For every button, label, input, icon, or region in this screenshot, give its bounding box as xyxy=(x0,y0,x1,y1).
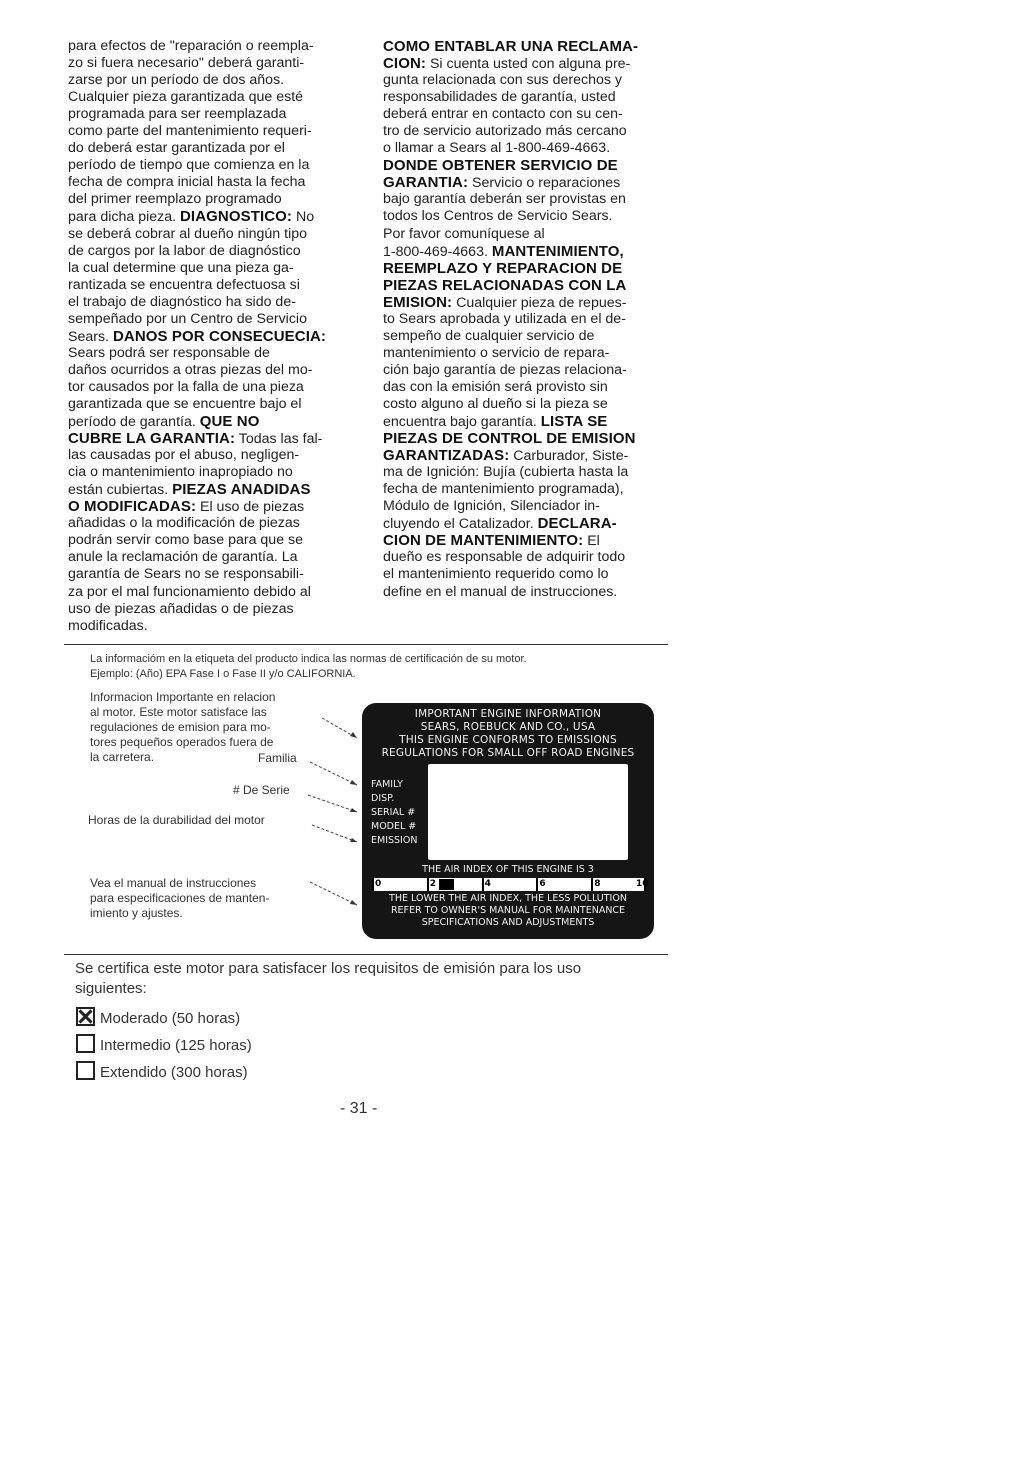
decal-header-3: THIS ENGINE CONFORMS TO EMISSIONS xyxy=(399,734,617,746)
certification-line-1: Se certifica este motor para satisfacer los requisitos de emisión para los uso xyxy=(75,960,582,977)
arrow-serie xyxy=(350,808,357,812)
divider-bottom xyxy=(64,954,668,955)
text-run: El xyxy=(583,533,600,550)
label-info-line-2: Ejemplo: (Año) EPA Fase I o Fase II y/o CALIFORNIA. xyxy=(90,668,356,680)
text-run: están cubiertas. xyxy=(68,482,173,499)
option-intermedio[interactable] xyxy=(76,1034,252,1054)
decal-footer-1: THE LOWER THE AIR INDEX, THE LESS POLLUTION xyxy=(389,893,627,904)
text-run: o llamar a Sears al 1-800-469-4663. xyxy=(383,140,611,157)
text-run: Sears. xyxy=(68,328,113,345)
callout-manual-3: imiento y ajustes. xyxy=(90,906,183,920)
text-run: Sears podrá ser responsable de xyxy=(68,344,270,361)
callout-manual-1: Vea el manual de instrucciones xyxy=(90,876,257,890)
air-scale-tick-mark xyxy=(482,878,484,891)
text-run: Carburador, Siste- xyxy=(509,448,629,465)
text-run: dueño es responsable de adquirir todo xyxy=(383,549,626,566)
text-run: sempeñado por un Centro de Servicio xyxy=(68,310,307,327)
section-heading: DONDE OBTENER SERVICIO DE xyxy=(383,157,618,175)
decal-field-model: MODEL # xyxy=(371,821,417,832)
checkbox-moderado[interactable] xyxy=(76,1007,95,1026)
text-run: Servicio o reparaciones xyxy=(468,175,621,192)
section-heading: PIEZAS DE CONTROL DE EMISION xyxy=(383,430,636,448)
text-run: zarse por un período de dos años. xyxy=(68,72,285,89)
air-scale-tick: 2 xyxy=(429,879,437,889)
air-scale-tick: 6 xyxy=(539,879,546,889)
decal-blank-info-box xyxy=(428,764,628,860)
air-scale-tick-mark xyxy=(591,878,593,891)
text-run: garantizada que se encuentre bajo el xyxy=(68,395,302,412)
text-run: 1-800-469-4663. xyxy=(383,243,492,260)
callout-intro-2: al motor. Este motor satisface las xyxy=(90,705,267,719)
text-run: como parte del mantenimiento requeri- xyxy=(68,123,312,140)
text-run: programada para ser reemplazada xyxy=(68,106,287,123)
section-heading: CION DE MANTENIMIENTO: xyxy=(383,532,584,550)
text-run: ma de Ignición: Bujía (cubierta hasta la xyxy=(383,464,629,481)
text-run: podrán servir como base para que se xyxy=(68,532,304,549)
text-run: se deberá cobrar al dueño ningún tipo xyxy=(68,225,307,242)
text-run: uso de piezas añadidas o de piezas xyxy=(68,600,294,617)
arrow-manual xyxy=(350,900,357,905)
text-run: Módulo de Ignición, Silenciador in- xyxy=(383,498,600,515)
option-moderado-label: Moderado (50 horas) xyxy=(100,1010,241,1027)
section-heading: QUE NO xyxy=(199,413,260,431)
checkbox-intermedio[interactable] xyxy=(76,1034,95,1053)
section-heading: MANTENIMIENTO, xyxy=(491,242,624,260)
text-run: das con la emisión será provisto sin xyxy=(383,378,608,395)
callout-manual-2: para especificaciones de manten- xyxy=(90,891,270,905)
section-heading: REEMPLAZO Y REPARACION DE xyxy=(383,259,623,277)
callout-intro-3: regulaciones de emision para mo- xyxy=(90,720,271,734)
option-extendido[interactable] xyxy=(76,1061,248,1081)
callout-serie: # De Serie xyxy=(233,783,290,797)
text-run: El uso de piezas xyxy=(196,499,305,516)
air-scale-tick-mark xyxy=(536,878,538,891)
callout-intro-1: Informacion Importante en relacion xyxy=(90,690,276,704)
air-scale-tick: 8 xyxy=(594,879,601,889)
text-run: bajo garantía deberán ser provistas en xyxy=(383,191,626,208)
option-intermedio-label: Intermedio (125 horas) xyxy=(100,1037,252,1054)
checkbox-extendido[interactable] xyxy=(76,1061,95,1080)
decal-field-emission: EMISSION xyxy=(371,835,418,846)
text-run: cia o mantenimiento inapropiado no xyxy=(68,464,293,481)
option-moderado[interactable] xyxy=(76,1007,240,1027)
air-scale-tick-mark xyxy=(372,878,374,891)
text-run: to Sears aprobada y utilizada en el de- xyxy=(383,310,626,327)
section-heading: PIEZAS RELACIONADAS CON LA xyxy=(383,276,627,294)
text-run: encuentra bajo garantía. xyxy=(383,414,541,431)
certification-text xyxy=(75,959,581,999)
text-run: sempeño de cualquier servicio de xyxy=(383,327,595,344)
arrow-horas xyxy=(350,838,357,842)
certification-line-2: siguientes: xyxy=(75,980,147,997)
air-scale-tick: 0 xyxy=(375,879,382,889)
callout-intro-4: tores pequeños operados fuera de xyxy=(90,735,274,749)
air-index-fill xyxy=(439,879,454,890)
text-run: daños ocurridos a otras piezas del mo- xyxy=(68,361,313,378)
callout-intro-5: la carretera. xyxy=(90,750,155,764)
text-run: Cualquier pieza garantizada que esté xyxy=(68,89,304,106)
decal-footer-2: REFER TO OWNER'S MANUAL FOR MAINTENANCE xyxy=(390,905,626,916)
text-run: período de tiempo que comienza en la xyxy=(68,157,310,174)
label-info-line-1: La informacióm en la etiqueta del producto indica las normas de certificación de su motor. xyxy=(90,653,527,665)
text-run: las causadas por el abuso, negligen- xyxy=(68,447,300,464)
leader-familia xyxy=(310,762,357,785)
text-run: para efectos de "reparación o reempla- xyxy=(68,38,314,54)
text-run: No xyxy=(292,209,315,226)
text-run: período de garantía. xyxy=(68,414,200,431)
text-run: costo alguno al dueño si la pieza se xyxy=(383,395,608,412)
text-run: za por el mal funcionamiento debido al xyxy=(68,583,311,600)
text-run: Por favor comuníquese al xyxy=(383,225,545,242)
text-run: ción bajo garantía de piezas relaciona- xyxy=(383,361,627,378)
text-run: deberá entrar en contacto con su cen- xyxy=(383,106,623,123)
text-run: Todas las fal- xyxy=(235,431,323,448)
text-run: Si cuenta usted con alguna pre- xyxy=(426,56,631,73)
engine-info-decal xyxy=(362,703,654,939)
section-heading: COMO ENTABLAR UNA RECLAMA- xyxy=(383,38,639,55)
text-run: responsabilidades de garantía, usted xyxy=(383,89,616,106)
text-run: todos los Centros de Servicio Sears. xyxy=(383,208,613,225)
leader-manual xyxy=(310,882,357,905)
leader-serie xyxy=(308,795,357,812)
section-heading: CION: xyxy=(383,55,426,73)
decal-footer-3: SPECIFICATIONS AND ADJUSTMENTS xyxy=(421,917,595,928)
section-heading: GARANTIZADAS: xyxy=(383,447,510,465)
section-heading: DIAGNOSTICO: xyxy=(180,208,293,226)
section-heading: DECLARA- xyxy=(537,515,617,533)
text-run: fecha de compra inicial hasta la fecha xyxy=(68,174,306,191)
section-heading: DANOS POR CONSECUECIA: xyxy=(112,327,327,345)
decal-header-1: IMPORTANT ENGINE INFORMATION xyxy=(414,708,602,720)
text-run: el trabajo de diagnóstico ha sido de- xyxy=(68,293,296,310)
text-run: fecha de mantenimiento programada), xyxy=(383,481,624,498)
section-heading: O MODIFICADAS: xyxy=(68,498,197,516)
air-scale-tick-mark xyxy=(427,878,429,891)
decal-field-family: FAMILY xyxy=(371,779,403,790)
section-heading: PIEZAS ANADIDAS xyxy=(172,481,311,499)
text-run: tor causados por la falla de una pieza xyxy=(68,378,304,395)
air-scale-tick: 4 xyxy=(484,879,491,889)
section-heading: CUBRE LA GARANTIA: xyxy=(68,430,236,448)
arrow-familia xyxy=(350,780,357,785)
decal-header-4: REGULATIONS FOR SMALL OFF ROAD ENGINES xyxy=(381,747,635,759)
decal-field-serial: SERIAL # xyxy=(371,807,416,818)
page-number: - 31 - xyxy=(340,1100,378,1117)
text-run: modificadas. xyxy=(68,617,148,634)
text-run: Cualquier pieza de repues- xyxy=(452,294,627,311)
text-run: anule la reclamación de garantía. La xyxy=(68,549,298,566)
section-heading: EMISION: xyxy=(383,293,453,311)
decal-header-2: SEARS, ROEBUCK AND CO., USA xyxy=(420,721,596,733)
text-run: de cargos por la labor de diagnóstico xyxy=(68,242,301,259)
text-run: el mantenimiento requerido como lo xyxy=(383,566,609,583)
text-run: do deberá estar garantizada por el xyxy=(68,140,285,157)
text-run: añadidas o la modificación de piezas xyxy=(68,515,300,532)
text-run: gunta relacionada con sus derechos y xyxy=(383,72,622,89)
text-run: mantenimiento o servicio de repara- xyxy=(383,344,610,361)
arrow-intro xyxy=(350,732,357,738)
section-heading: LISTA SE xyxy=(540,413,608,431)
decal-field-disp: DISP. xyxy=(371,793,395,804)
callout-horas: Horas de la durabilidad del motor xyxy=(88,813,265,827)
air-scale-tick: 10 xyxy=(636,879,649,889)
air-index-scale xyxy=(372,878,649,891)
section-heading: GARANTIA: xyxy=(383,174,469,192)
leader-horas xyxy=(312,825,357,842)
text-run: zo si fuera necesario" deberá garanti- xyxy=(68,55,305,72)
text-run: define en el manual de instrucciones. xyxy=(383,583,618,600)
air-index-title: THE AIR INDEX OF THIS ENGINE IS 3 xyxy=(422,864,594,875)
option-extendido-label: Extendido (300 horas) xyxy=(100,1064,248,1081)
text-run: cluyendo el Catalizador. xyxy=(383,516,538,533)
text-run: la cual determine que una pieza ga- xyxy=(68,259,294,276)
text-run: garantía de Sears no se responsabili- xyxy=(68,566,304,583)
text-run: del primer reemplazo programado xyxy=(68,191,282,208)
text-run: rantizada se encuentra defectuosa si xyxy=(68,276,300,293)
callout-familia: Familia xyxy=(258,751,297,765)
text-run: tro de servicio autorizado más cercano xyxy=(383,123,627,140)
text-run: para dicha pieza. xyxy=(68,209,180,226)
